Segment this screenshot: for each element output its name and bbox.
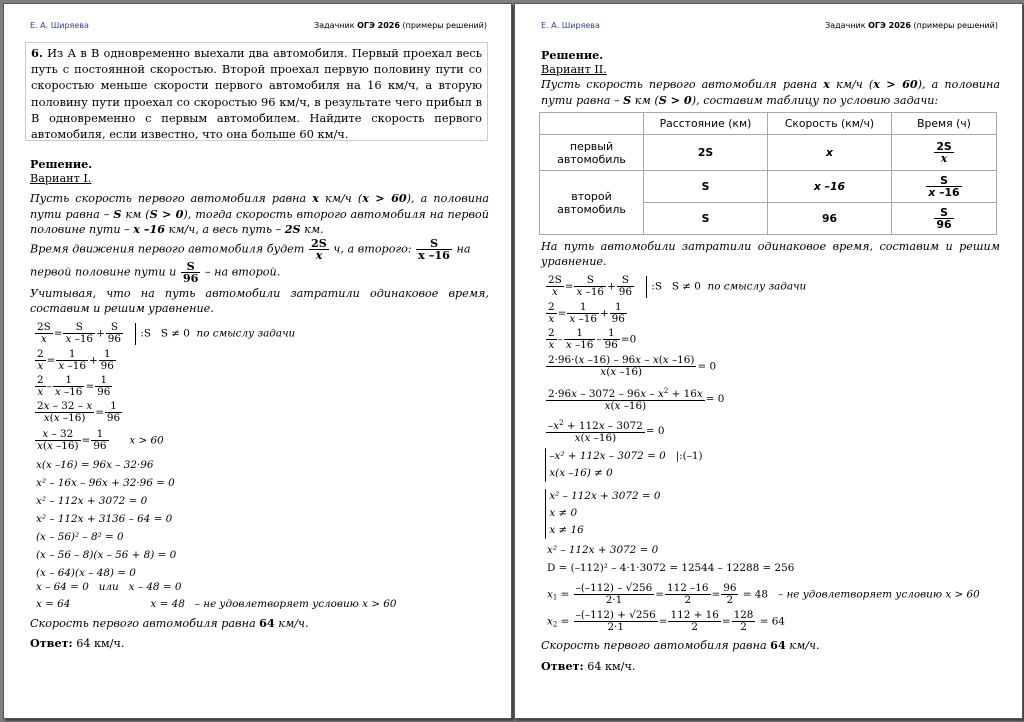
equation-6: x(x –16) = 96x – 32·96 [36,459,154,471]
table-header-row [540,113,997,135]
conclusion: Скорость первого автомобиля равна 64 км/ч. [30,616,309,630]
table-header: Время (ч) [892,113,997,135]
author: Е. А. Ширяева [541,21,600,30]
answer: Ответ: 64 км/ч. [541,659,636,673]
equation-14: x = 64 x = 48 – не удовлетворяет условию x > 60 [36,598,397,610]
page-right [514,3,1023,719]
table-cell: 2S [644,135,768,171]
equation-5: $\frac{2\cdot 96x - 3072 - 96x - x^2 + 16x}{x(x -16)}$ = 0 [548,387,725,412]
discriminant: D = (–112)² – 4·1·3072 = 12544 – 12288 = 256 [547,562,795,574]
equation-13: x – 64 = 0 или x – 48 = 0 [36,581,182,593]
root-x1: $x_1$ = $\frac{-(-112) - √256}{2\cdot 1}$ = $\frac{112 -16}{2}$ = $\frac{96}{2}$ = 48 – не удовлетворяет условию x > 60 [547,582,980,606]
problem-text: Из А в В одновременно выехали два автомобиля. Первый проехал весь путь с постоянной скоростью. Второй проехал первую половину пути со скоростью меньше скорости первого автомобиля на 16 км/ч, а вторую половину пути проехал со скоростью 96 км/ч, в результате чего прибыл в В одновременно с первым автомобилем. Найдите скорость первого автомобиля, если известно, что она больше 60 км/ч. [31,46,482,142]
system-2: x² – 112x + 3072 = 0 x ≠ 0 x ≠ 16 [545,488,661,539]
table-cell: x [768,135,892,171]
variant-label: Вариант II. [541,62,607,76]
equation-5: $\frac{x - 32}{x(x -16)}$ = $\frac{1}{96}$ x > 60 [37,428,164,452]
answer: Ответ: 64 км/ч. [30,636,125,650]
equation-7: x² – 16x – 96x + 32·96 = 0 [36,477,175,489]
table-cell: x –16 [768,171,892,203]
author: Е. А. Ширяева [30,21,89,30]
equation-4: $\frac{2x - 32 - x}{x(x -16)}$ = $\frac{1}{96}$ [37,400,121,424]
paragraph-3: Учитывая, что на путь автомобили затратили одинаковое время, составим и решим уравнение. [30,287,489,315]
root-x2: $x_2$ = $\frac{-(-112) + √256}{2\cdot 1}$ = $\frac{112 + 16}{2}$ = $\frac{128}{2}$ = 64 [547,609,785,633]
book-title: Задачник ОГЭ 2026 (примеры решений) [825,21,998,30]
row-label: второй автомобиль [540,171,644,235]
problem-box [25,42,488,141]
table-header: Скорость (км/ч) [768,113,892,135]
problem-number: 6. [31,46,43,60]
row-label: первый автомобиль [540,135,644,171]
table-cell-time: $\frac{S}{x -16}$ [892,171,997,203]
solution-title: Решение. [541,48,604,62]
table-cell-time: $\frac{2S}{x}$ [892,135,997,171]
solution-title: Решение. [30,157,93,171]
table-cell-time: $\frac{S}{96}$ [892,203,997,235]
fraction-2s-over-x: $\frac{2S}{x}$ [310,236,327,262]
equation-3: $\frac{2}{x}$ – $\frac{1}{x -16}$ – $\frac{1}{96}$ =0 [548,327,637,351]
equation-2: $\frac{2}{x}$ = $\frac{1}{x -16}$ + $\frac{1}{96}$ [37,348,114,372]
page-header [541,21,998,30]
book-title: Задачник ОГЭ 2026 (примеры решений) [314,21,487,30]
variant-label: Вариант I. [30,171,92,185]
equation-4: $\frac{2\cdot 96\cdot(x -16) - 96x - x(x -16)}{x(x -16)}$ = 0 [548,354,717,378]
equation-12: (x – 64)(x – 48) = 0 [36,567,136,579]
equation-9: x² – 112x + 3136 – 64 = 0 [36,513,173,525]
fraction-s-over-x-16: $\frac{S}{x -16}$ [418,236,450,262]
table-row [540,135,997,171]
equation-6: $\frac{-x^2 + 112x - 3072}{x(x -16)}$ = 0 [548,419,665,444]
solution-intro [30,157,489,186]
table-cell: S [644,203,768,235]
equation-2: $\frac{2}{x}$ = $\frac{1}{x -16}$ + $\frac{1}{96}$ [548,301,625,325]
solution-intro [541,48,1000,77]
conclusion: Скорость первого автомобиля равна 64 км/ч. [541,638,820,652]
table-cell: 96 [768,203,892,235]
after-table-text: На путь автомобили затратили одинаковое время, составим и решим уравнение. [541,240,1000,268]
conditions-table [539,112,997,235]
equation-8: x² – 112x + 3072 = 0 [36,495,148,507]
page-left [3,3,512,719]
equation-10: (x – 56)² – 8² = 0 [36,531,124,543]
table-row [540,171,997,203]
equation-1: $\frac{2S}{x}$ = $\frac{S}{x -16}$ + $\frac{S}{96}$ :S S ≠ 0 по смыслу задачи [548,274,807,298]
fraction-s-over-96: $\frac{S}{96}$ [182,259,199,285]
system-1: –x² + 112x – 3072 = 0 |:(–1) x(x –16) ≠ 0 [545,448,703,482]
page-header [30,21,487,30]
equation-1: $\frac{2S}{x}$ = $\frac{S}{x -16}$ + $\frac{S}{96}$ :S S ≠ 0 по смыслу задачи [37,321,296,345]
table-header: Расстояние (км) [644,113,768,135]
table-header [540,113,644,135]
equation-3: $\frac{2}{x}$ – $\frac{1}{x -16}$ = $\frac{1}{96}$ [37,374,111,398]
table-cell: S [644,171,768,203]
paragraph-1: Пусть скорость первого автомобиля равна x км/ч (x > 60), а половина пути равна – S км (S > 0), тогда скорость второго автомобиля на первой половине пути – x –16 км/ч, а весь путь – 2S км. [30,191,489,237]
equation-11: (x – 56 – 8)(x – 56 + 8) = 0 [36,549,177,561]
quadratic-equation: x² – 112x + 3072 = 0 [547,544,659,556]
intro-paragraph: Пусть скорость первого автомобиля равна x км/ч (x > 60), а половина пути равна – S км (S > 0), составим таблицу по условию задачи: [541,77,1000,107]
paragraph-2: Время движения первого автомобиля будет $\frac{2S}{x}$ ч, а второго: $\frac{S}{x -16}$ на первой половине пути и $\frac{S}{96}$ – на второй. [30,236,471,285]
